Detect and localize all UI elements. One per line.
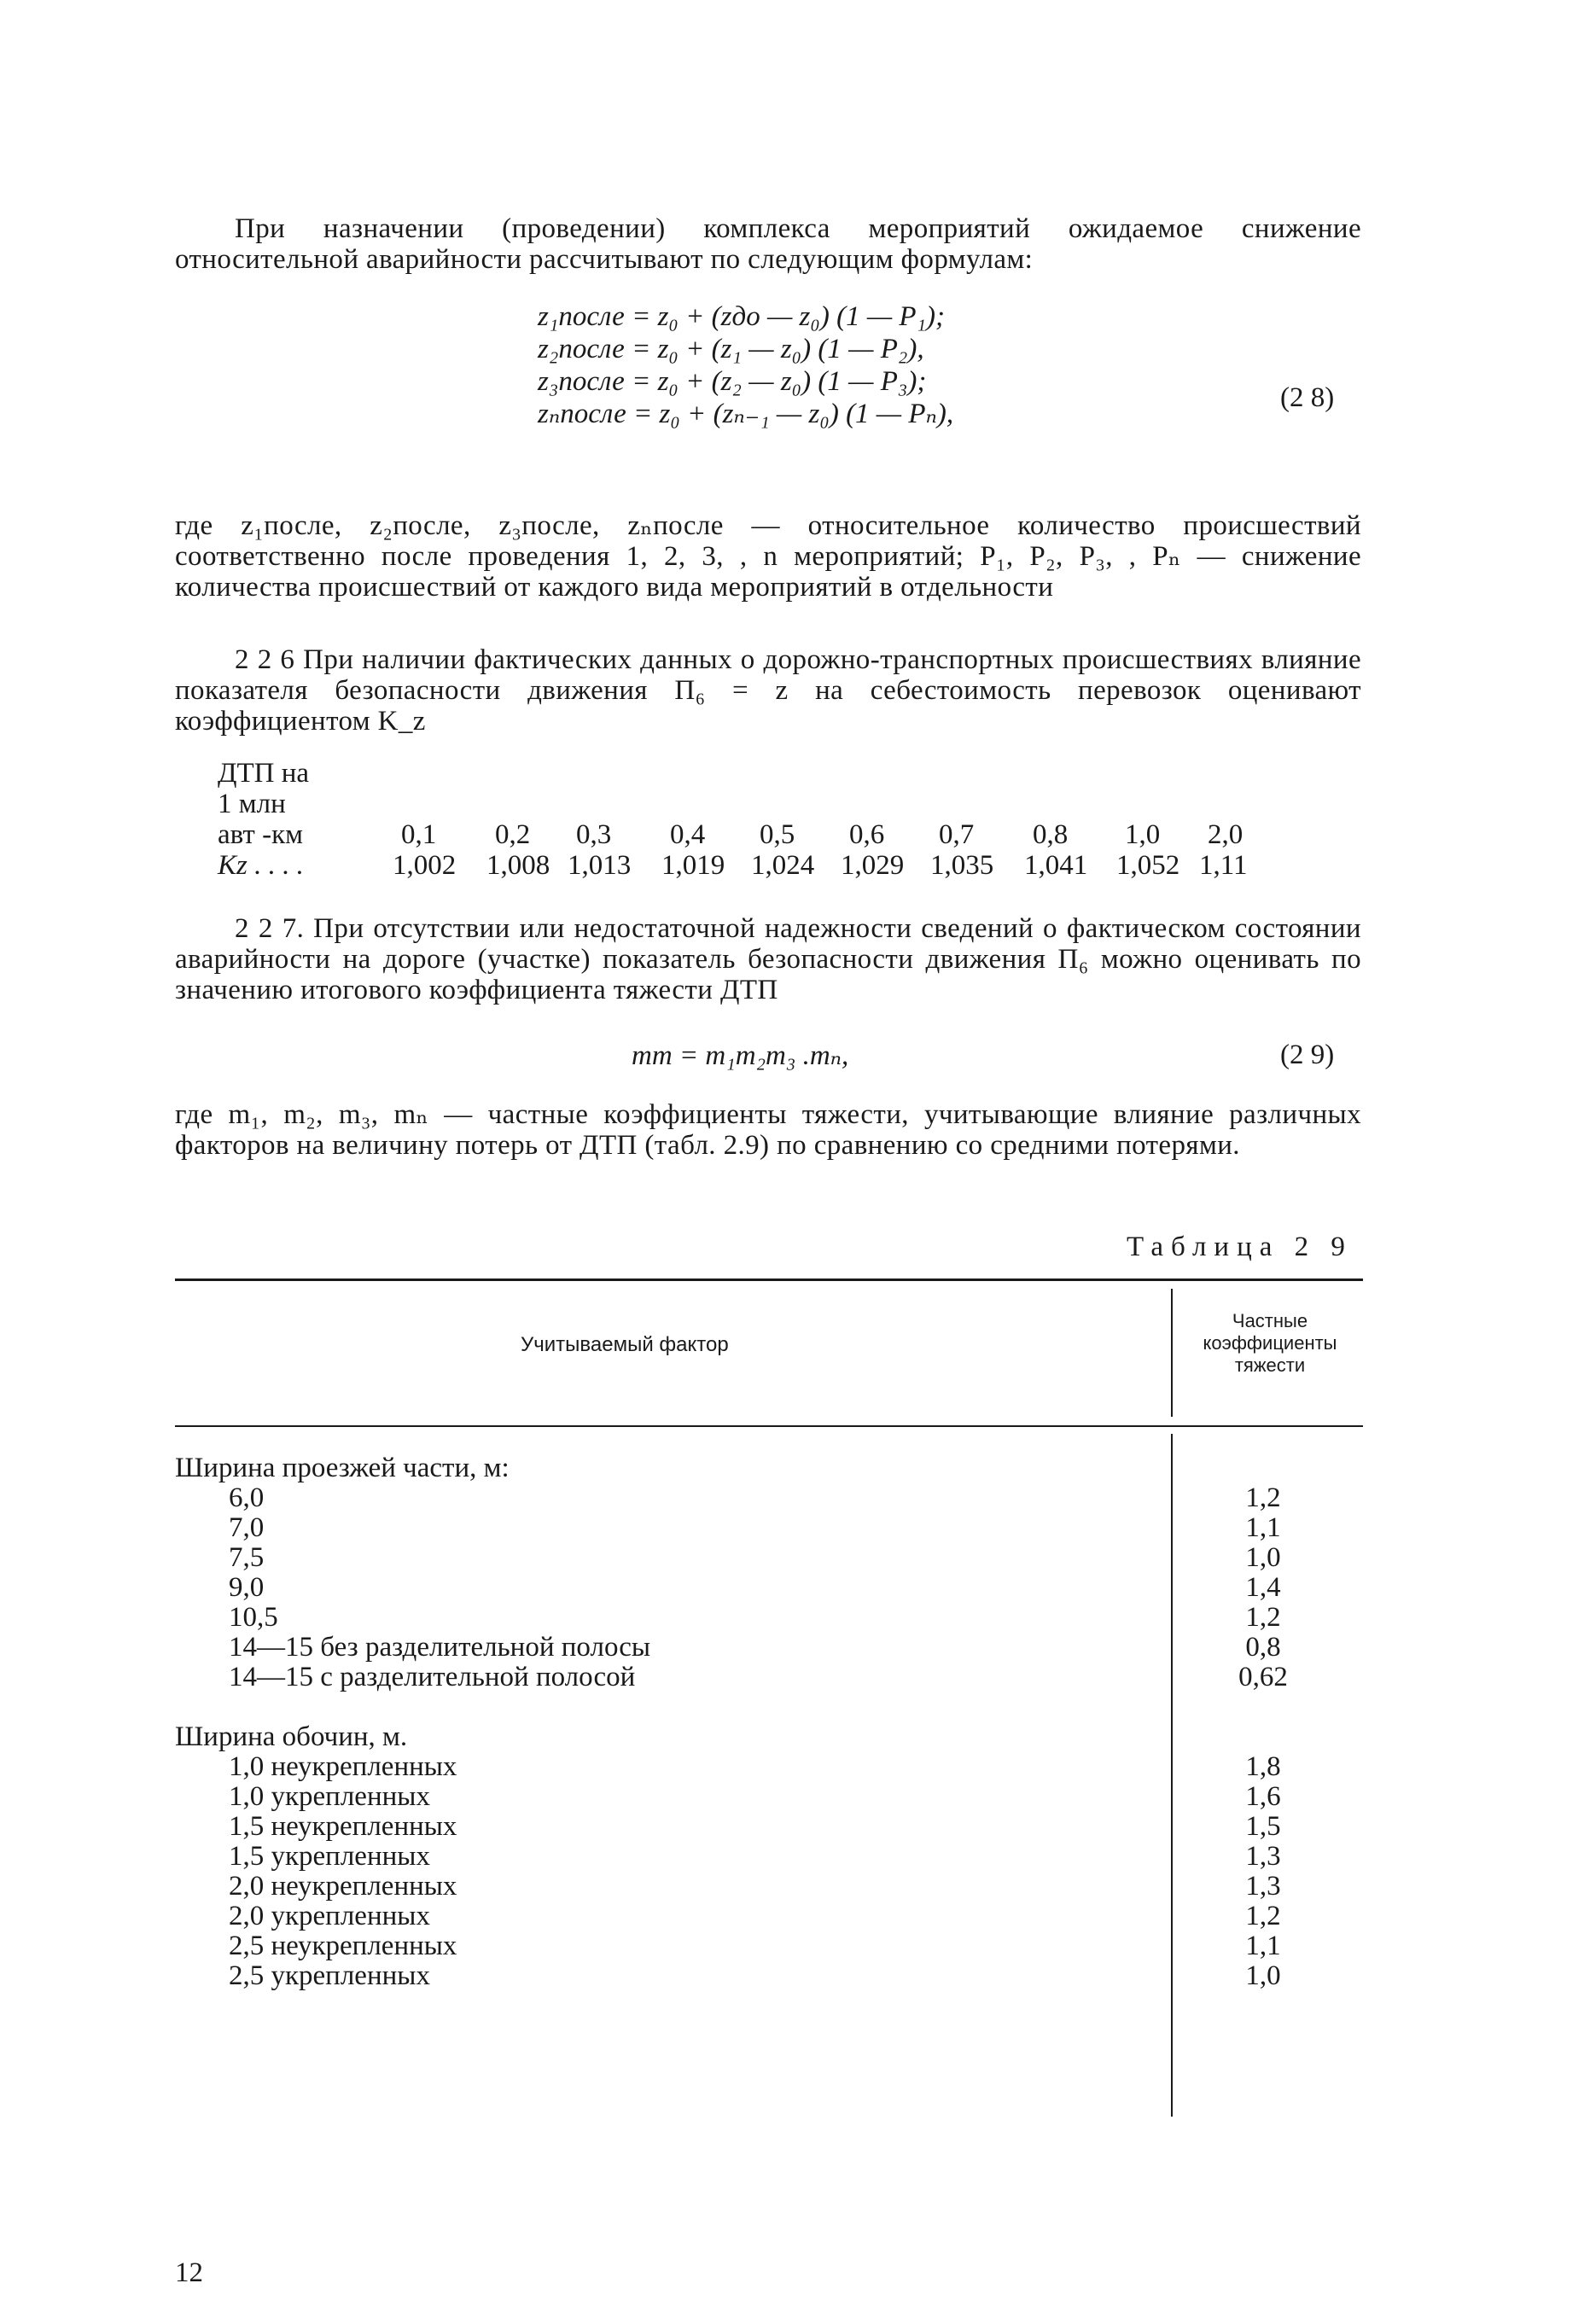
paragraph-2-2-7: 2 2 7. При отсутствии или недостаточной надежности сведений о фактическом состоянии аварийности на дороге (участке) показатель безопасности движения П₆ можно оценивать по значению итогового коэффициента тяжести ДТП (175, 913, 1361, 1005)
table-row-label: 7,0 (229, 1512, 265, 1543)
table-row-value: 1,3 (1245, 1871, 1281, 1902)
dtp-value: 0,2 (495, 819, 531, 850)
table-group-title: Ширина обочин, м. (175, 1721, 408, 1752)
table-row-label: 1,5 неукрепленных (229, 1811, 457, 1842)
table-row-label: 1,0 укрепленных (229, 1781, 430, 1812)
table-row-label: 7,5 (229, 1542, 265, 1573)
table-row-value: 1,2 (1245, 1482, 1281, 1513)
table-row-label: 2,0 укрепленных (229, 1901, 430, 1931)
dtp-value: 0,3 (576, 819, 612, 850)
kz-value: 1,008 (486, 850, 550, 881)
table-row-value: 1,3 (1245, 1841, 1281, 1872)
table-row-value: 1,2 (1245, 1901, 1281, 1931)
table-row-value: 1,8 (1245, 1751, 1281, 1782)
table-row-value: 1,6 (1245, 1781, 1281, 1812)
table-row-label: 6,0 (229, 1482, 265, 1513)
equation-number-29: (2 9) (1280, 1040, 1335, 1070)
table-row-value: 1,2 (1245, 1602, 1281, 1633)
table-row-value: 1,0 (1245, 1542, 1281, 1573)
table-row-label: 1,5 укрепленных (229, 1841, 430, 1872)
kz-label-line-3: авт -км (218, 819, 303, 850)
table-row-label: 2,0 неукрепленных (229, 1871, 457, 1902)
kz-value: 1,11 (1199, 850, 1248, 881)
formula-line-3: z₃после = z₀ + (z₂ — z₀) (1 — P₃); (538, 366, 927, 397)
dtp-value: 0,8 (1033, 819, 1069, 850)
kz-label-line-2: 1 млн (218, 789, 286, 819)
table-row-value: 1,4 (1245, 1572, 1281, 1603)
table-row-label: 14—15 с разделительной полосой (229, 1662, 636, 1692)
table-row-value: 1,1 (1245, 1931, 1281, 1961)
table-row-label: 10,5 (229, 1602, 278, 1633)
table-row-value: 1,0 (1245, 1960, 1281, 1991)
table-row-value: 0,8 (1245, 1632, 1281, 1663)
formula-line-2: z₂после = z₀ + (z₁ — z₀) (1 — P₂), (538, 334, 924, 364)
table-row-value: 1,5 (1245, 1811, 1281, 1842)
kz-value: 1,024 (751, 850, 815, 881)
table-row-value: 0,62 (1238, 1662, 1288, 1692)
dtp-value: 2,0 (1208, 819, 1243, 850)
header-bottom-rule (175, 1425, 1363, 1427)
dtp-value: 1,0 (1125, 819, 1161, 850)
formula-line-4: zₙпосле = z₀ + (zₙ₋₁ — z₀) (1 — Pₙ), (538, 399, 954, 429)
kz-label: Kz . . . . (218, 850, 304, 881)
table-row-label: 9,0 (229, 1572, 265, 1603)
table-row-label: 2,5 неукрепленных (229, 1931, 457, 1961)
where-paragraph-2: где m₁, m₂, m₃, mₙ — частные коэффициенты тяжести, учитывающие влияние различных факторов на величину потерь от ДТП (табл. 2.9) по сравнению со средними потерями. (175, 1099, 1361, 1161)
intro-paragraph: При назначении (проведении) комплекса мероприятий ожидаемое снижение относительной аварийности рассчитывают по следующим формулам: (175, 213, 1361, 275)
where-paragraph-1: где z₁после, z₂после, z₃после, zₙпосле — относительное количество происшествий соответственно после проведения 1, 2, 3, , n мероприятий; P₁, P₂, P₃, , Pₙ — снижение количества происшествий от каждого вида мероприятий в отдельности (175, 510, 1361, 603)
dtp-value: 0,5 (760, 819, 795, 850)
kz-value: 1,029 (841, 850, 905, 881)
kz-value: 1,019 (661, 850, 725, 881)
table-group-title: Ширина проезжей части, м: (175, 1453, 510, 1483)
table-row-value: 1,1 (1245, 1512, 1281, 1543)
paragraph-2-2-6: 2 2 6 При наличии фактических данных о дорожно-транспортных происшествиях влияние показателя безопасности движения П₆ = z на себестоимость перевозок оценивают коэффициентом K_z (175, 644, 1361, 737)
header-factor: Учитываемый фактор (521, 1333, 729, 1356)
kz-value: 1,052 (1116, 850, 1180, 881)
equation-number-28: (2 8) (1280, 382, 1335, 413)
table-top-rule (175, 1278, 1363, 1281)
formula-line-1: z₁после = z₀ + (zдо — z₀) (1 — P₁); (538, 301, 946, 332)
formula-29: mт = m₁m₂m₃ .mₙ, (632, 1040, 849, 1071)
page-number: 12 (175, 2257, 203, 2288)
table-row-label: 2,5 укрепленных (229, 1960, 430, 1991)
dtp-value: 0,1 (401, 819, 437, 850)
formula-block-28 (538, 300, 953, 430)
kz-value: 1,041 (1024, 850, 1088, 881)
kz-value: 1,013 (568, 850, 632, 881)
body-column-divider (1171, 1434, 1173, 2117)
kz-label-line-1: ДТП на (218, 758, 310, 789)
table-title: Таблица 2 9 (1127, 1232, 1353, 1262)
kz-value: 1,002 (393, 850, 457, 881)
table-row-label: 14—15 без разделительной полосы (229, 1632, 651, 1663)
kz-value: 1,035 (930, 850, 994, 881)
table-row-label: 1,0 неукрепленных (229, 1751, 457, 1782)
dtp-value: 0,7 (939, 819, 975, 850)
header-coefficient: Частные коэффициенты тяжести (1203, 1310, 1337, 1376)
dtp-value: 0,6 (849, 819, 885, 850)
dtp-value: 0,4 (670, 819, 706, 850)
